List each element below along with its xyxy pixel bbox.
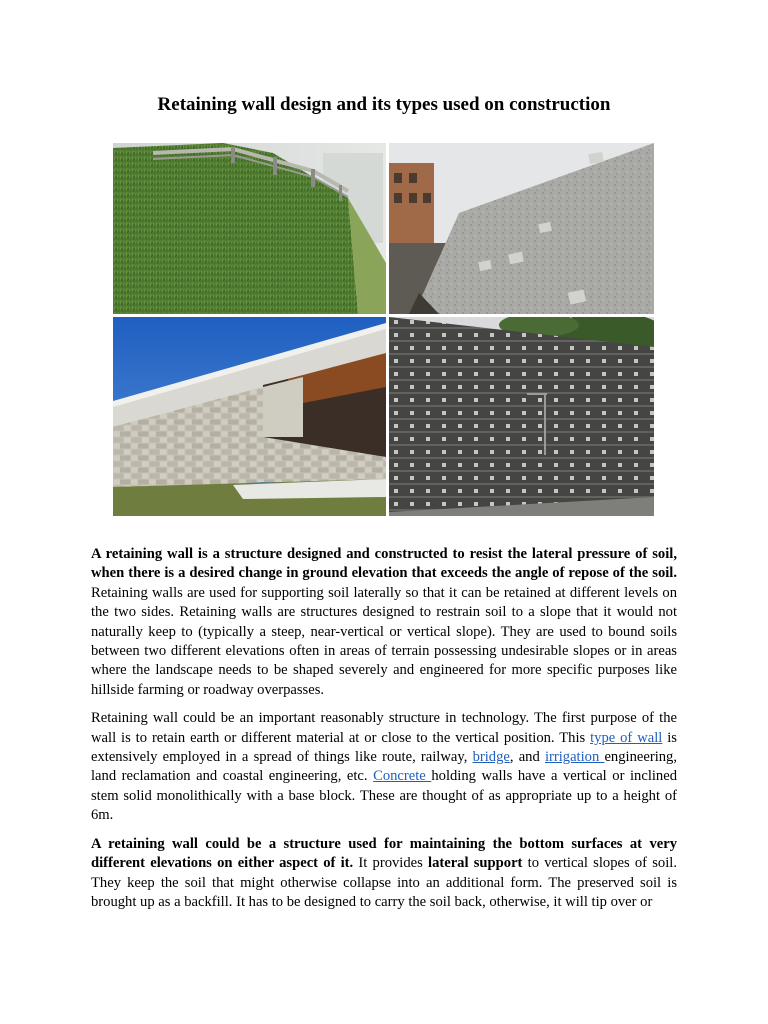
paragraph-2-text-2: is extensively employed in a spread of things like route, railway, xyxy=(91,729,677,766)
paragraph-3-text-1: It provides xyxy=(353,855,429,872)
paragraph-2-text-1: Retaining wall could be an important reasonably structure in technology. The first purpose of the wall is to retain earth or different material at or close to the vertical position. This xyxy=(91,710,677,746)
photo-concrete-wall xyxy=(389,143,654,314)
paragraph-2 xyxy=(91,709,677,825)
paragraph-1-bold-lead: A retaining wall is a structure designed and constructed to resist the lateral pressure of soil, when there is a desired change in ground elevation that exceeds the angle of repose of the soil. xyxy=(91,546,677,582)
paragraph-3 xyxy=(91,835,677,913)
link-concrete[interactable]: Concrete xyxy=(373,768,432,785)
photo-anchored-wall xyxy=(389,317,654,516)
page-title: Retaining wall design and its types used on construction xyxy=(157,94,611,115)
paragraph-1 xyxy=(91,545,677,700)
photo-bridge-wall xyxy=(113,317,386,516)
paragraph-1-text: Retaining walls are used for supporting soil laterally so that it can be retained at different levels on the two sides. Retaining walls are structures designed to restrain soil to a slope that it would not naturally keep to (typically a steep, near-vertical or vertical slope). They are used to bound soils between two different elevations often in areas of terrain possessing undesirable slopes or in areas where the landscape needs to be shaped severely and engineered for more specific purposes like hillside farming or roadway overpasses. xyxy=(91,584,677,698)
paragraph-3-text-2: to vertical slopes of soil. They keep the soil that might otherwise collapse into an additional form. The preserved soil is brought up as a backfill. It has to be designed to carry the soil back, otherwise, it will tip over or xyxy=(91,855,677,910)
link-bridge[interactable]: bridge xyxy=(472,749,510,766)
link-type-of-wall[interactable]: type of wall xyxy=(590,729,663,746)
paragraph-2-text-5: holding walls have a vertical or inclined stem solid monolithically with a base block. These are thought of as appropriate up to a height of 6m. xyxy=(91,768,678,824)
photo-green-wall xyxy=(113,143,386,314)
paragraph-2-text-3: , and xyxy=(509,749,545,766)
paragraph-2-text-4: engineering, land reclamation and coastal engineering, etc. xyxy=(91,749,677,785)
article-body xyxy=(91,545,677,921)
photo-collage xyxy=(113,143,654,516)
paragraph-3-bold-mid: lateral support xyxy=(428,855,523,872)
paragraph-3-bold-lead: A retaining wall could be a structure used for maintaining the bottom surfaces at very different elevations on either aspect of it. xyxy=(91,835,677,872)
link-irrigation[interactable]: irrigation xyxy=(544,749,605,766)
